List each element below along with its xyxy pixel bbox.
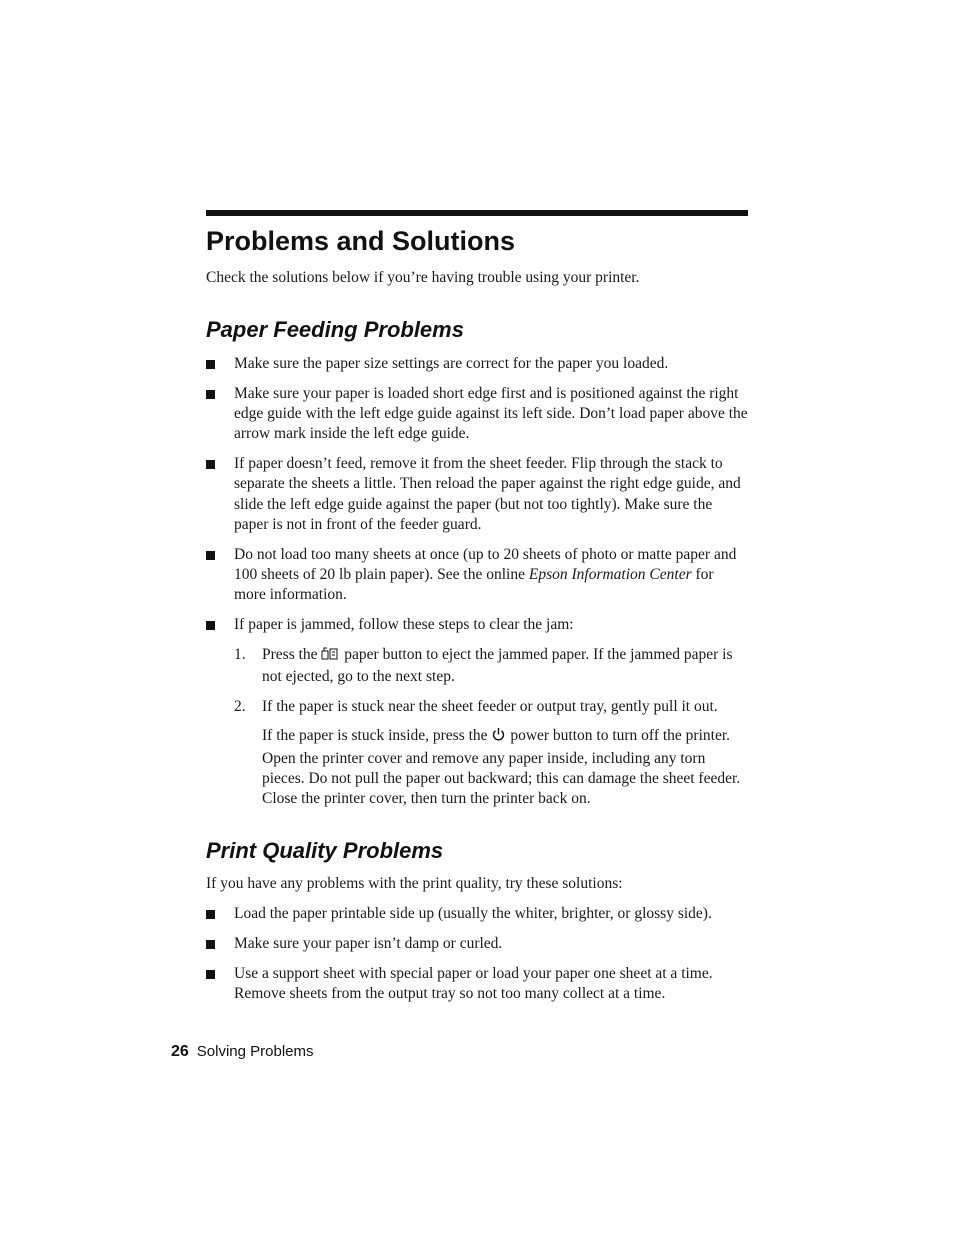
- list-item: Make sure the paper size settings are correct for the paper you loaded.: [206, 354, 748, 374]
- bullet-square-icon: [206, 551, 215, 560]
- print-quality-section: [206, 874, 748, 1004]
- paper-feeding-list: [206, 354, 748, 810]
- title-rule: [206, 210, 748, 216]
- step-item: 2. If the paper is stuck near the sheet feeder or output tray, gently pull it out. If the paper is stuck inside, press the power button to turn off the printer. Open the printer cover and remove any paper inside, including any torn pieces. Do not pull the paper out backward; this can damage the sheet feeder. Close the printer cover, then turn the printer back on.: [206, 697, 748, 809]
- step-item: 1. Press the paper button to eject the jammed paper. If the jammed paper is not ejected, go to the next step.: [234, 646, 733, 686]
- page-number: 26: [171, 1043, 189, 1060]
- paper-feeding-section: [206, 354, 748, 810]
- bullet-square-icon: [206, 621, 215, 630]
- paper-feeding-heading: Paper Feeding Problems: [206, 317, 464, 342]
- intro-text: Check the solutions below if you’re having trouble using your printer.: [206, 269, 640, 286]
- list-item: Use a support sheet with special paper or load your paper one sheet at a time. Remove sheets from the output tray so not too many collect at a time.: [206, 964, 748, 1005]
- document-page: [206, 210, 748, 1004]
- list-item: Make sure your paper isn’t damp or curled.: [206, 934, 748, 954]
- bullet-square-icon: [206, 390, 215, 399]
- power-button-icon: [491, 727, 506, 748]
- paper-button-icon: [321, 647, 340, 667]
- list-item: If paper doesn’t feed, remove it from the sheet feeder. Flip through the stack to separate the sheets a little. Then reload the paper against the right edge guide, and slide the left edge guide against the paper (but not too tightly). Make sure the paper is not in front of the feeder guard.: [206, 454, 748, 535]
- bullet-square-icon: [206, 970, 215, 979]
- step-number: 1.: [234, 646, 246, 664]
- print-quality-list: [206, 904, 748, 1004]
- list-item: Make sure your paper is loaded short edge first and is positioned against the right edge guide with the left edge guide against its left side. Don’t load paper above the arrow mark inside the left edge guide.: [206, 384, 748, 445]
- step-number: 2.: [234, 698, 246, 716]
- list-item: If paper is jammed, follow these steps to clear the jam: 1. Press the paper button to eject the jammed paper. If the jammed paper is not ejected, go to the next step. 2. If the paper is stuck near the sheet feeder or output tray, gently pull it out. If the paper is stuck inside, press the power button to turn off the printer. Open the printer cover and remove any paper inside, including any torn pieces. Do not pull the paper out backward; this can damage the sheet feeder. Close the printer cover, then turn the printer back on.: [206, 615, 748, 809]
- page-footer: [171, 1043, 314, 1061]
- page-title: Problems and Solutions: [206, 226, 516, 256]
- bullet-square-icon: [206, 360, 215, 369]
- step-subparagraph: If the paper is stuck inside, press the power button to turn off the printer. Open the printer cover and remove any paper inside, including any torn pieces. Do not pull the paper out backward; this can damage the sheet feeder. Close the printer cover, then turn the printer back on.: [262, 727, 741, 808]
- footer-section-title: Solving Problems: [196, 1043, 314, 1060]
- bullet-square-icon: [206, 940, 215, 949]
- print-quality-intro: If you have any problems with the print quality, try these solutions:: [206, 874, 623, 892]
- jam-steps-list: [234, 645, 748, 810]
- print-quality-heading: Print Quality Problems: [206, 837, 444, 863]
- epson-info-center-title: Epson Information Center: [528, 566, 692, 584]
- list-item: Load the paper printable side up (usually the whiter, brighter, or glossy side).: [206, 904, 748, 924]
- list-item: Do not load too many sheets at once (up to 20 sheets of photo or matte paper and 100 sheets of 20 lb plain paper). See the online Epson Information Center for more information.: [206, 545, 748, 606]
- bullet-square-icon: [206, 910, 215, 919]
- bullet-square-icon: [206, 460, 215, 469]
